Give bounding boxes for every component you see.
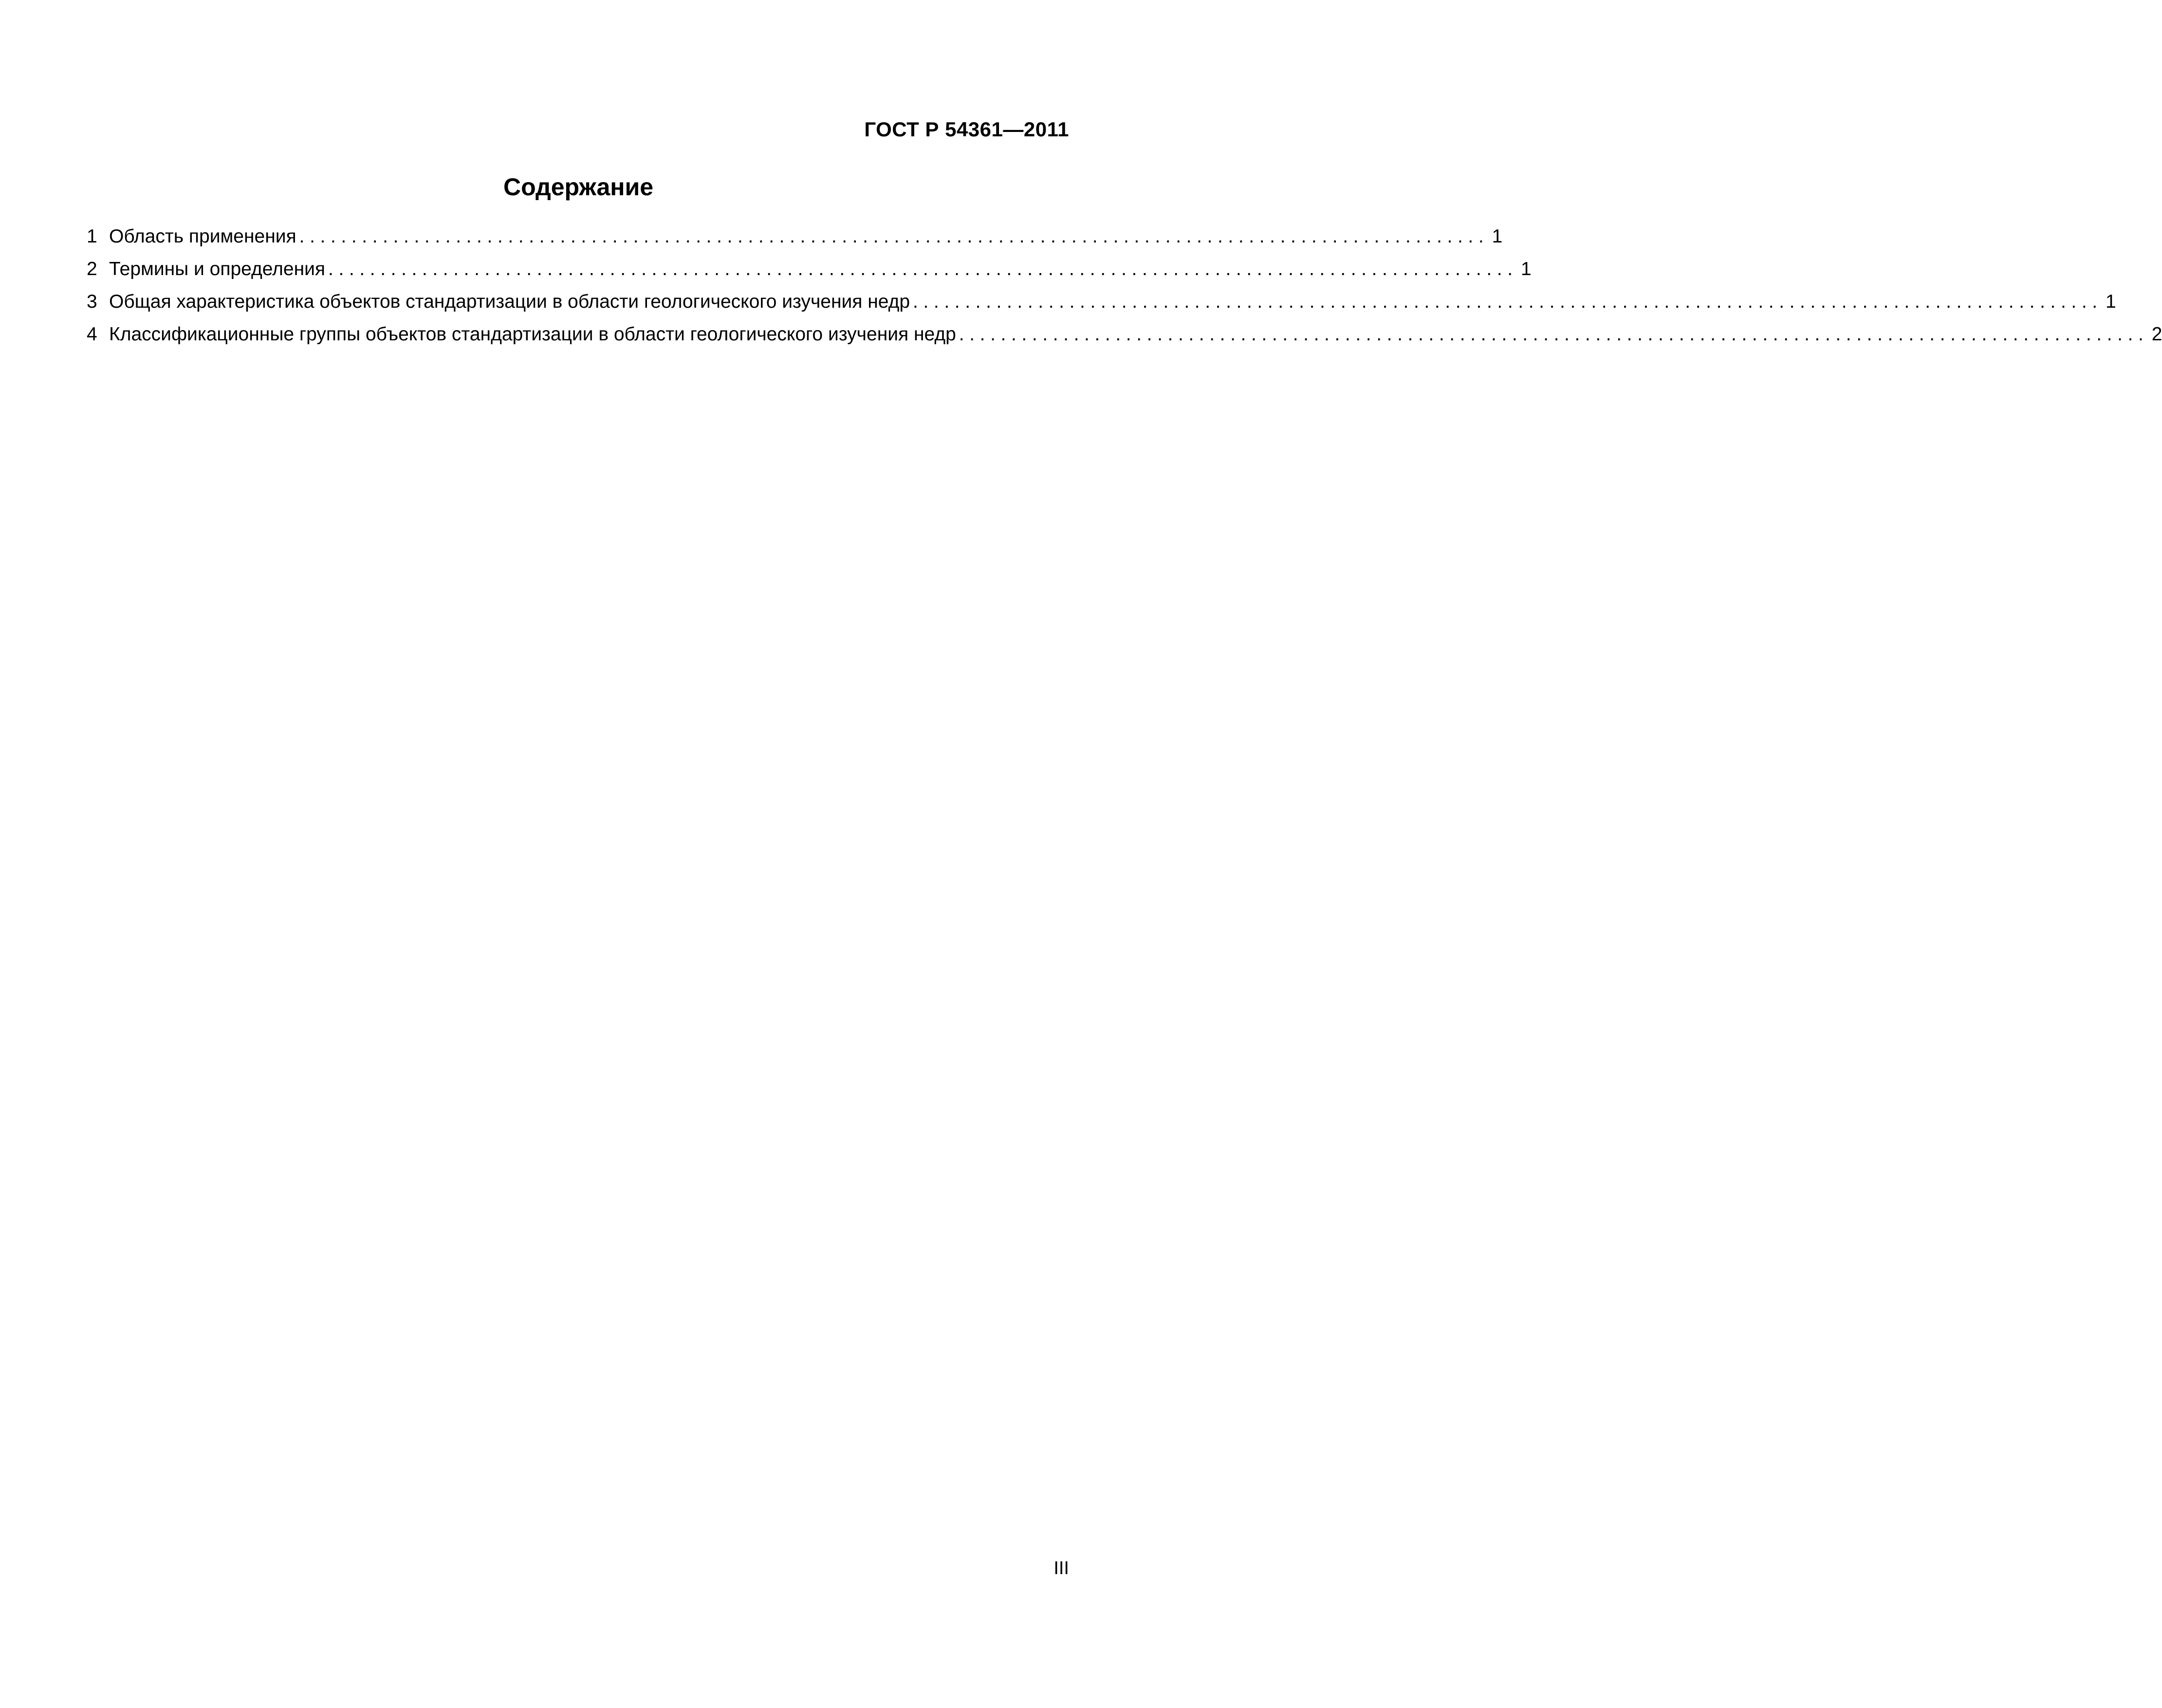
table-of-contents [87,224,2162,355]
toc-entry[interactable] [87,224,1503,257]
toc-entry-title: Общая характеристика объектов стандартизации в области геологического изучения недр [109,291,910,312]
toc-entry-title: Термины и определения [109,259,326,279]
toc-title: Содержание [503,173,654,201]
toc-entry-page: 2 [2151,324,2162,345]
page-number: III [1053,1558,1069,1578]
toc-entry-number: 2 [87,259,97,279]
toc-entry[interactable] [87,322,2162,355]
toc-entry-number: 4 [87,324,97,345]
toc-entry-number: 3 [87,291,97,312]
toc-dot-leader: .................................................................................................................. [328,259,1518,279]
toc-entry[interactable] [87,290,2116,322]
toc-entry-number: 1 [87,226,97,247]
toc-entry-title: Область применения [109,226,296,247]
toc-dot-leader: .................................................................................................................. [913,291,2103,312]
toc-entry-page: 1 [1520,259,1532,279]
toc-dot-leader: .................................................................................................................. [959,324,2149,345]
toc-dot-leader: .................................................................................................................. [299,226,1489,247]
document-code: ГОСТ Р 54361—2011 [864,118,1069,141]
toc-entry-title: Классификационные группы объектов стандартизации в области геологического изучения недр [109,324,956,345]
toc-entry[interactable] [87,257,1532,290]
toc-entry-page: 1 [2105,291,2116,312]
toc-entry-page: 1 [1492,226,1503,247]
